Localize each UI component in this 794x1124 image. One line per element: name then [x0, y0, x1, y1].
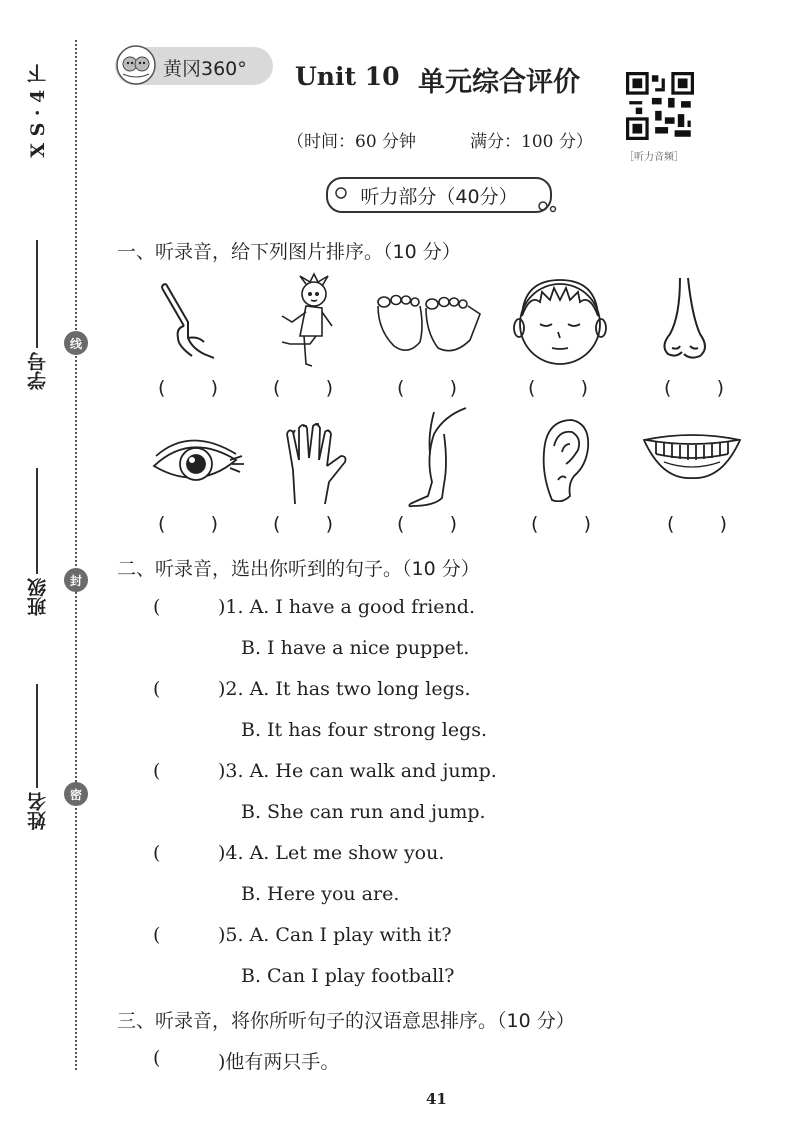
paren-open: (: [158, 377, 166, 399]
hand-icon: [285, 420, 349, 506]
nose-icon: [650, 276, 716, 362]
question-1-option-a: )1. A. I have a good friend.: [218, 596, 475, 618]
listening-banner-label: 听力部分（40分）: [360, 185, 518, 208]
eye-icon: [150, 432, 246, 494]
answer-blank-row1-3[interactable]: [397, 377, 457, 399]
section3-heading: 三、听录音，将你所听句子的汉语意思排序。（10 分）: [117, 1010, 575, 1032]
page-number: 41: [426, 1090, 447, 1108]
leg-icon: [404, 404, 468, 510]
answer-blank-s3-1[interactable]: (: [153, 1047, 161, 1069]
question-4-option-b: B. Here you are.: [241, 883, 400, 905]
answer-blank-row2-2[interactable]: [273, 513, 333, 535]
paren-close: ): [325, 377, 333, 399]
answer-blank-row2-1[interactable]: [158, 513, 218, 535]
section1-heading: 一、听录音，给下列图片排序。（10 分）: [117, 241, 461, 263]
paren-open: (: [667, 513, 675, 535]
qr-code-icon[interactable]: [626, 72, 694, 140]
banner-circle-icon: [334, 186, 348, 200]
class-label: 班级: [27, 578, 49, 616]
paren-open: (: [397, 513, 405, 535]
boy-on-one-leg-icon: [270, 272, 350, 372]
answer-blank-row1-2[interactable]: [273, 377, 333, 399]
question-2-option-a: )2. A. It has two long legs.: [218, 678, 471, 700]
brand-name: 黄冈360°: [163, 58, 247, 80]
book-code: X S · 4 下: [27, 64, 49, 158]
answer-blank-row2-5[interactable]: [667, 513, 727, 535]
answer-blank-q3[interactable]: (: [153, 760, 161, 782]
full-score: 满分：100 分）: [470, 132, 593, 152]
answer-blank-q4[interactable]: (: [153, 842, 161, 864]
page-title: 单元综合评价: [418, 67, 580, 98]
answer-blank-row1-1[interactable]: [158, 377, 218, 399]
student-number-label: 学号: [27, 352, 49, 390]
paren-close: ): [325, 513, 333, 535]
class-blank[interactable]: [36, 468, 38, 574]
name-label: 姓名: [27, 792, 49, 830]
binding-dotted-line: [75, 40, 77, 1070]
paren-open: (: [158, 513, 166, 535]
question-4-option-a: )4. A. Let me show you.: [218, 842, 445, 864]
paren-open: (: [664, 377, 672, 399]
answer-blank-row1-4[interactable]: [528, 377, 588, 399]
seal-secret-mark: 密: [64, 782, 88, 806]
section3-item-1: )他有两只手。: [218, 1051, 340, 1073]
brand-badge: [115, 47, 273, 85]
feet-icon: [374, 290, 484, 358]
question-5-option-a: )5. A. Can I play with it?: [218, 924, 452, 946]
seal-line-mark: 线: [64, 331, 88, 355]
paren-open: (: [528, 377, 536, 399]
exam-time: （时间：60 分钟: [287, 132, 417, 152]
paren-close: ): [719, 513, 727, 535]
paren-close: ): [583, 513, 591, 535]
mouth-icon: [642, 432, 742, 482]
qr-code-label: ［听力音频］: [624, 152, 684, 163]
paren-close: ): [449, 513, 457, 535]
brand-mascot-icon: [115, 44, 157, 86]
section2-heading: 二、听录音，选出你听到的句子。（10 分）: [117, 558, 480, 580]
listening-banner: [326, 177, 552, 213]
answer-blank-q2[interactable]: (: [153, 678, 161, 700]
paren-close: ): [210, 377, 218, 399]
answer-blank-q5[interactable]: (: [153, 924, 161, 946]
seal-seal-mark: 封: [64, 568, 88, 592]
paren-open: (: [273, 513, 281, 535]
question-3-option-b: B. She can run and jump.: [241, 801, 486, 823]
answer-blank-q1[interactable]: (: [153, 596, 161, 618]
paren-open: (: [397, 377, 405, 399]
answer-blank-row2-3[interactable]: [397, 513, 457, 535]
unit-label: Unit 10: [295, 62, 400, 91]
answer-blank-row2-4[interactable]: [531, 513, 591, 535]
student-number-blank[interactable]: [36, 240, 38, 348]
pointing-finger-icon: [158, 282, 216, 362]
paren-open: (: [273, 377, 281, 399]
face-icon: [510, 272, 610, 370]
question-2-option-b: B. It has four strong legs.: [241, 719, 488, 741]
ear-icon: [532, 416, 592, 502]
paren-close: ): [210, 513, 218, 535]
answer-blank-row1-5[interactable]: [664, 377, 724, 399]
banner-dots-icon: [538, 198, 562, 214]
paren-open: (: [531, 513, 539, 535]
question-3-option-a: )3. A. He can walk and jump.: [218, 760, 497, 782]
name-blank[interactable]: [36, 684, 38, 788]
paren-close: ): [716, 377, 724, 399]
paren-close: ): [449, 377, 457, 399]
paren-close: ): [580, 377, 588, 399]
question-5-option-b: B. Can I play football?: [241, 965, 455, 987]
question-1-option-b: B. I have a nice puppet.: [241, 637, 470, 659]
